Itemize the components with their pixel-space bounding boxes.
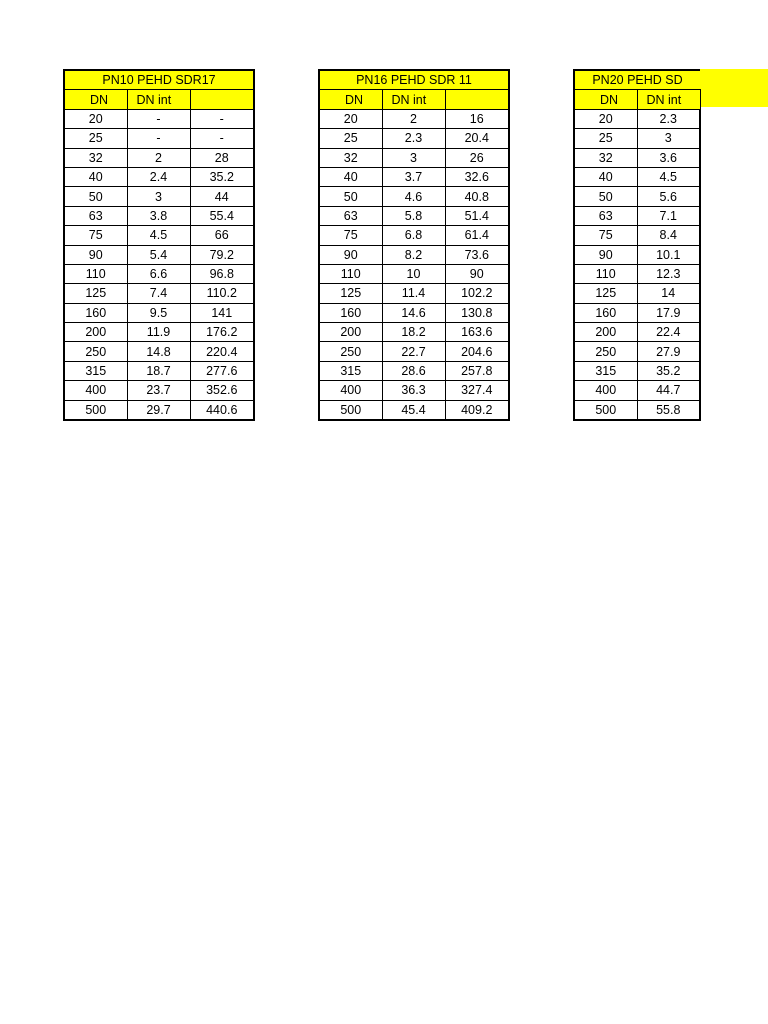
table-row <box>574 148 700 167</box>
table-row <box>574 264 700 283</box>
pn16-pipe-table <box>318 69 510 421</box>
table-cell[interactable]: 28 <box>190 148 254 167</box>
table-cell[interactable]: 10 <box>382 264 445 283</box>
table-row <box>64 245 254 264</box>
table-row <box>319 245 509 264</box>
table-cell[interactable]: 200 <box>319 323 382 342</box>
table-row <box>319 187 509 206</box>
table-cell[interactable]: 250 <box>319 342 382 361</box>
table-cell[interactable]: 257.8 <box>445 361 509 380</box>
table-row <box>319 284 509 303</box>
table-cell[interactable]: 8.4 <box>637 226 700 245</box>
table-cell[interactable]: 25 <box>319 129 382 148</box>
table-cell[interactable]: 90 <box>574 245 637 264</box>
table-cell[interactable]: 11.9 <box>127 323 190 342</box>
table-cell[interactable]: 14.8 <box>127 342 190 361</box>
table-cell[interactable]: 6.6 <box>127 264 190 283</box>
table-cell[interactable]: 18.7 <box>127 361 190 380</box>
table-cell[interactable]: 23.7 <box>127 381 190 400</box>
table-cell[interactable]: 130.8 <box>445 303 509 322</box>
table-cell[interactable]: 400 <box>64 381 127 400</box>
table-cell[interactable]: 3.6 <box>637 148 700 167</box>
table-row <box>574 129 700 148</box>
table-cell[interactable]: 500 <box>319 400 382 420</box>
table-cell[interactable]: 75 <box>64 226 127 245</box>
table-row <box>574 206 700 225</box>
table-cell[interactable]: 12.3 <box>637 264 700 283</box>
table-title-row <box>574 70 700 90</box>
table-cell[interactable]: 9.5 <box>127 303 190 322</box>
table-cell[interactable]: 5.6 <box>637 187 700 206</box>
table-cell[interactable]: 50 <box>319 187 382 206</box>
table-row <box>319 323 509 342</box>
table-cell[interactable]: 110.2 <box>190 284 254 303</box>
table-cell[interactable]: 400 <box>574 381 637 400</box>
table-row <box>319 361 509 380</box>
table-row <box>574 226 700 245</box>
table-cell[interactable]: 409.2 <box>445 400 509 420</box>
table-cell[interactable]: 63 <box>319 206 382 225</box>
table-row <box>64 206 254 225</box>
table-cell[interactable]: 61.4 <box>445 226 509 245</box>
table-row <box>574 400 700 420</box>
table-cell[interactable]: 66 <box>190 226 254 245</box>
column-header[interactable]: DN int <box>127 90 190 109</box>
table-cell[interactable]: 160 <box>319 303 382 322</box>
table-row <box>319 381 509 400</box>
table-row <box>64 303 254 322</box>
table-cell[interactable]: 29.7 <box>127 400 190 420</box>
table-cell[interactable]: 75 <box>574 226 637 245</box>
table-cell[interactable]: 5.4 <box>127 245 190 264</box>
table-row <box>574 361 700 380</box>
table-row <box>64 400 254 420</box>
table-title[interactable]: PN20 PEHD SD <box>574 70 700 90</box>
table-row <box>64 167 254 186</box>
table-cell[interactable]: 79.2 <box>190 245 254 264</box>
table-cell[interactable]: 3.7 <box>382 167 445 186</box>
table-cell[interactable]: 352.6 <box>190 381 254 400</box>
table-cell[interactable]: 20.4 <box>445 129 509 148</box>
table-cell[interactable]: 4.5 <box>637 167 700 186</box>
column-header[interactable] <box>445 90 509 109</box>
table-cell[interactable]: 500 <box>574 400 637 420</box>
table-cell[interactable]: 36.3 <box>382 381 445 400</box>
table-row <box>319 129 509 148</box>
table-row <box>64 226 254 245</box>
table-row <box>64 148 254 167</box>
table-cell[interactable]: 17.9 <box>637 303 700 322</box>
table-cell[interactable]: 204.6 <box>445 342 509 361</box>
table-row <box>574 323 700 342</box>
table-cell[interactable]: 22.4 <box>637 323 700 342</box>
table-cell[interactable]: 18.2 <box>382 323 445 342</box>
table-row <box>64 323 254 342</box>
table-cell[interactable]: 176.2 <box>190 323 254 342</box>
table-row <box>319 148 509 167</box>
table-cell[interactable]: 90 <box>64 245 127 264</box>
table-cell[interactable]: 125 <box>319 284 382 303</box>
table-header-row <box>574 90 700 109</box>
table-cell[interactable]: 7.4 <box>127 284 190 303</box>
table-row <box>574 284 700 303</box>
table-row <box>319 303 509 322</box>
column-header[interactable]: DN <box>574 90 637 109</box>
table-cell[interactable]: - <box>190 129 254 148</box>
table-row <box>574 109 700 128</box>
table-title-row <box>64 70 254 90</box>
table-cell[interactable]: 163.6 <box>445 323 509 342</box>
table-row <box>574 245 700 264</box>
table-row <box>574 303 700 322</box>
table-cell[interactable]: 20 <box>64 109 127 128</box>
table-cell[interactable]: 35.2 <box>637 361 700 380</box>
table-cell[interactable]: 2.3 <box>382 129 445 148</box>
table-cell[interactable]: 315 <box>319 361 382 380</box>
table-cell[interactable]: 16 <box>445 109 509 128</box>
table-row <box>64 109 254 128</box>
table-cell[interactable]: 63 <box>574 206 637 225</box>
table-cell[interactable]: 44 <box>190 187 254 206</box>
table-cell[interactable]: 20 <box>319 109 382 128</box>
table-row <box>319 342 509 361</box>
table-cell[interactable]: 40.8 <box>445 187 509 206</box>
table-cell[interactable]: 75 <box>319 226 382 245</box>
table-cell[interactable]: 200 <box>574 323 637 342</box>
table-cell[interactable]: 110 <box>319 264 382 283</box>
table-row <box>319 400 509 420</box>
table-cell[interactable]: 250 <box>574 342 637 361</box>
table-cell[interactable]: 20 <box>574 109 637 128</box>
table-cell[interactable]: 32 <box>574 148 637 167</box>
table-row <box>319 264 509 283</box>
table-cell[interactable]: 51.4 <box>445 206 509 225</box>
table-header-row <box>64 90 254 109</box>
table-cell[interactable]: 315 <box>574 361 637 380</box>
table-cell[interactable]: 440.6 <box>190 400 254 420</box>
table-cell[interactable]: 50 <box>64 187 127 206</box>
table-cell[interactable]: 32 <box>319 148 382 167</box>
table-title-row <box>319 70 509 90</box>
table-cell[interactable]: 4.6 <box>382 187 445 206</box>
table-cell[interactable]: 110 <box>64 264 127 283</box>
table-cell[interactable]: 63 <box>64 206 127 225</box>
table-cell[interactable]: 6.8 <box>382 226 445 245</box>
table-cell[interactable]: 50 <box>574 187 637 206</box>
column-header[interactable] <box>190 90 254 109</box>
pn20-pipe-table <box>573 69 701 421</box>
table-body <box>64 70 254 420</box>
table-cell[interactable]: - <box>127 109 190 128</box>
table-cell[interactable]: 160 <box>574 303 637 322</box>
table-cell[interactable]: 400 <box>319 381 382 400</box>
table-cell[interactable]: 26 <box>445 148 509 167</box>
table-cell[interactable]: 125 <box>574 284 637 303</box>
table-body <box>574 70 700 420</box>
table-cell[interactable]: 5.8 <box>382 206 445 225</box>
column-header[interactable]: DN <box>319 90 382 109</box>
table-cell[interactable]: 14.6 <box>382 303 445 322</box>
table-cell[interactable]: 2 <box>127 148 190 167</box>
table-cell[interactable]: 327.4 <box>445 381 509 400</box>
table-cell[interactable]: 40 <box>574 167 637 186</box>
table-row <box>319 109 509 128</box>
table-title[interactable]: PN16 PEHD SDR 11 <box>319 70 509 90</box>
table-row <box>64 284 254 303</box>
table-cell[interactable]: 96.8 <box>190 264 254 283</box>
table-cell[interactable]: 7.1 <box>637 206 700 225</box>
table-row <box>64 381 254 400</box>
table-cell[interactable]: 160 <box>64 303 127 322</box>
table-row <box>319 206 509 225</box>
table-row <box>319 226 509 245</box>
table-cell[interactable]: 250 <box>64 342 127 361</box>
table-cell[interactable]: - <box>190 109 254 128</box>
table-body <box>319 70 509 420</box>
table-cell[interactable]: 55.4 <box>190 206 254 225</box>
table-cell[interactable]: 8.2 <box>382 245 445 264</box>
table-cell[interactable]: 3 <box>637 129 700 148</box>
table-row <box>574 342 700 361</box>
table-cell[interactable]: 125 <box>64 284 127 303</box>
table-cell[interactable]: 14 <box>637 284 700 303</box>
table-cell[interactable]: 3 <box>382 148 445 167</box>
table-cell[interactable]: 25 <box>574 129 637 148</box>
header-fill-overflow <box>700 69 768 107</box>
table-row <box>574 167 700 186</box>
table-cell[interactable]: 28.6 <box>382 361 445 380</box>
table-cell[interactable]: 25 <box>64 129 127 148</box>
table-header-row <box>319 90 509 109</box>
table-cell[interactable]: 32 <box>64 148 127 167</box>
table-row <box>64 342 254 361</box>
table-cell[interactable]: 2.3 <box>637 109 700 128</box>
table-cell[interactable]: 2.4 <box>127 167 190 186</box>
table-cell[interactable]: 102.2 <box>445 284 509 303</box>
table-row <box>64 361 254 380</box>
table-cell[interactable]: 40 <box>319 167 382 186</box>
table-row <box>574 187 700 206</box>
table-cell[interactable]: 315 <box>64 361 127 380</box>
table-cell[interactable]: 45.4 <box>382 400 445 420</box>
table-cell[interactable]: - <box>127 129 190 148</box>
column-header[interactable]: DN <box>64 90 127 109</box>
table-cell[interactable]: 44.7 <box>637 381 700 400</box>
table-cell[interactable]: 200 <box>64 323 127 342</box>
table-cell[interactable]: 11.4 <box>382 284 445 303</box>
table-cell[interactable]: 3 <box>127 187 190 206</box>
table-cell[interactable]: 3.8 <box>127 206 190 225</box>
pn10-pipe-table <box>63 69 255 421</box>
column-header[interactable]: DN int <box>637 90 700 109</box>
table-row <box>64 264 254 283</box>
table-row <box>64 129 254 148</box>
table-cell[interactable]: 220.4 <box>190 342 254 361</box>
table-cell[interactable]: 40 <box>64 167 127 186</box>
table-cell[interactable]: 32.6 <box>445 167 509 186</box>
table-row <box>574 381 700 400</box>
table-cell[interactable]: 500 <box>64 400 127 420</box>
table-cell[interactable]: 90 <box>445 264 509 283</box>
table-cell[interactable]: 90 <box>319 245 382 264</box>
table-cell[interactable]: 27.9 <box>637 342 700 361</box>
table-cell[interactable]: 141 <box>190 303 254 322</box>
table-cell[interactable]: 277.6 <box>190 361 254 380</box>
table-cell[interactable]: 55.8 <box>637 400 700 420</box>
table-cell[interactable]: 73.6 <box>445 245 509 264</box>
table-cell[interactable]: 22.7 <box>382 342 445 361</box>
table-cell[interactable]: 35.2 <box>190 167 254 186</box>
table-row <box>64 187 254 206</box>
table-row <box>319 167 509 186</box>
table-cell[interactable]: 10.1 <box>637 245 700 264</box>
table-cell[interactable]: 4.5 <box>127 226 190 245</box>
table-cell[interactable]: 2 <box>382 109 445 128</box>
table-cell[interactable]: 110 <box>574 264 637 283</box>
table-title[interactable]: PN10 PEHD SDR17 <box>64 70 254 90</box>
column-header[interactable]: DN int <box>382 90 445 109</box>
